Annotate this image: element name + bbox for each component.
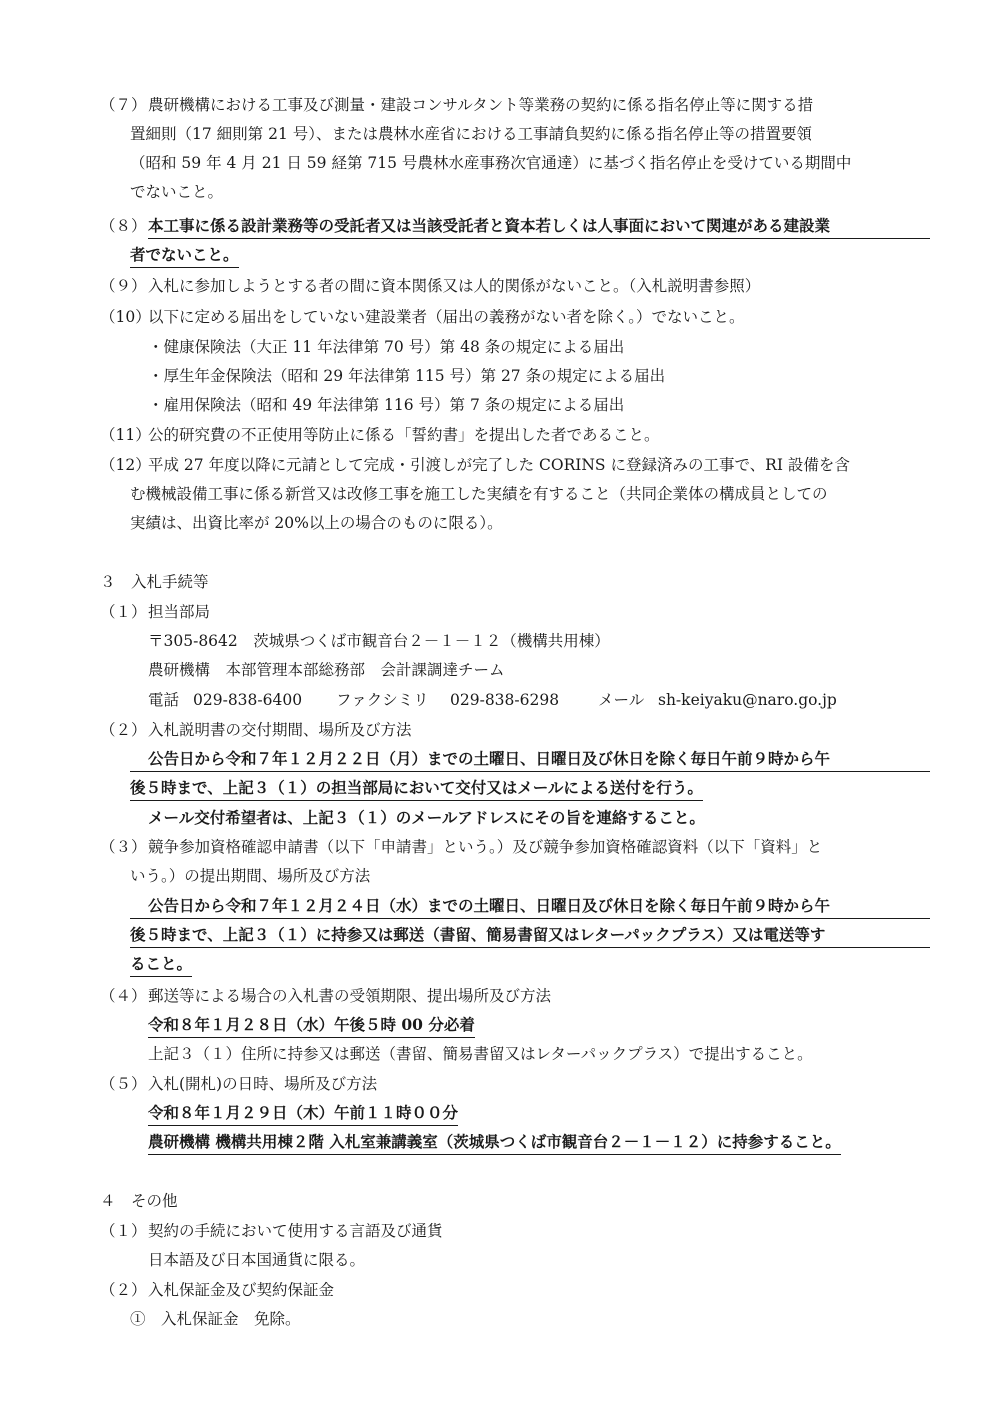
item-text: （昭和 59 年 4 月 21 日 59 経第 715 号農林水産事務次官通達）に基づく指名停止を受けている期間中: [130, 154, 852, 172]
item-text-emphasis: 後５時まで、上記３（１）に持参又は郵送（書留、簡易書留又はレターパックプラス）又は電送等す: [130, 925, 826, 944]
item-text-emphasis: 令和８年１月２８日（水）午後５時 00 分必着: [148, 1014, 475, 1038]
section-heading: ４ その他: [100, 1192, 178, 1210]
item-text-emphasis: 公告日から令和７年１２月２４日（水）までの土曜日、日曜日及び休日を除く毎日午前９時から午: [148, 896, 831, 915]
item-text: 公的研究費の不正使用等防止に係る「誓約書」を提出した者であること。: [148, 426, 660, 444]
item-title: 契約の手続において使用する言語及び通貨: [148, 1222, 443, 1240]
item-title: 入札保証金及び契約保証金: [148, 1281, 335, 1299]
underline: [130, 918, 930, 919]
item-text-emphasis: 令和８年１月２９日（木）午前１１時００分: [148, 1102, 458, 1126]
item-number: （８）: [100, 217, 147, 235]
item-number: （５）: [100, 1075, 147, 1093]
item-number: （12）: [100, 456, 151, 474]
tel-label: 電話: [148, 691, 180, 709]
item-text-emphasis: 農研機構 機構共用棟２階 入札室兼講義室（茨城県つくば市観音台２－１－１２）に持参すること。: [148, 1131, 841, 1155]
item-text: 農研機構における工事及び測量・建設コンサルタント等業務の契約に係る指名停止等に関する措: [148, 96, 814, 114]
item-text: む機械設備工事に係る新営又は改修工事を施工した実績を有すること（共同企業体の構成員としての: [130, 485, 828, 503]
tel-number: 029-838-6400: [193, 691, 303, 709]
item-text-emphasis: ること。: [130, 953, 192, 977]
item-text-emphasis: 者でないこと。: [130, 244, 239, 268]
fax-number: 029-838-6298: [450, 691, 560, 709]
item-text: 入札に参加しようとする者の間に資本関係又は人的関係がないこと。（入札説明書参照）: [148, 277, 761, 295]
item-number: （１）: [100, 1222, 147, 1240]
item-text-emphasis: 後５時まで、上記３（１）の担当部局において交付又はメールによる送付を行う。: [130, 777, 703, 801]
sub-item: ① 入札保証金 免除。: [130, 1310, 301, 1328]
item-text: 実績は、出資比率が 20%以上の場合のものに限る）。: [130, 514, 503, 532]
underline: [148, 238, 930, 239]
item-title: 入札(開札)の日時、場所及び方法: [148, 1075, 378, 1093]
item-text: 上記３（１）住所に持参又は郵送（書留、簡易書留又はレターパックプラス）で提出すること。: [148, 1045, 813, 1063]
address: 〒305-8642 茨城県つくば市観音台２－１－１２（機構共用棟）: [148, 632, 610, 650]
item-number: （７）: [100, 96, 147, 114]
underline: [130, 771, 930, 772]
fax-label: ファクシミリ: [336, 691, 429, 709]
item-text-emphasis: 公告日から令和７年１２月２２日（月）までの土曜日、日曜日及び休日を除く毎日午前９時から午: [148, 749, 831, 768]
item-number: （２）: [100, 1281, 147, 1299]
item-text: 平成 27 年度以降に元請として完成・引渡しが完了した CORINS に登録済みの工事で、RI 設備を含: [148, 456, 850, 474]
item-text: 置細則（17 細則第 21 号）、または農林水産省における工事請負契約に係る指名停止等の措置要領: [130, 125, 812, 143]
item-number: （２）: [100, 721, 147, 739]
item-text: 以下に定める届出をしていない建設業者（届出の義務がない者を除く。）でないこと。: [148, 308, 745, 326]
item-text-emphasis: メール交付希望者は、上記３（１）のメールアドレスにその旨を連絡すること。: [148, 808, 705, 827]
item-number: （11）: [100, 426, 151, 444]
department: 農研機構 本部管理本部総務部 会計課調達チーム: [148, 661, 505, 679]
item-title: 郵送等による場合の入札書の受領期限、提出場所及び方法: [148, 987, 552, 1005]
item-title: 担当部局: [148, 603, 211, 621]
item-text: 日本語及び日本国通貨に限る。: [148, 1251, 366, 1269]
item-number: （９）: [100, 277, 147, 295]
item-number: （３）: [100, 838, 147, 856]
underline: [130, 947, 930, 948]
item-title: いう。）の提出期間、場所及び方法: [130, 867, 371, 885]
item-title: 入札説明書の交付期間、場所及び方法: [148, 721, 412, 739]
item-number: （１）: [100, 603, 147, 621]
item-title: 競争参加資格確認申請書（以下「申請書」という。）及び競争参加資格確認資料（以下「資料」と: [148, 838, 823, 856]
item-number: （10）: [100, 308, 151, 326]
section-heading: ３ 入札手続等: [100, 573, 209, 591]
item-text-emphasis: 本工事に係る設計業務等の受託者又は当該受託者と資本若しくは人事面において関連がある建設業: [148, 216, 831, 235]
mail-label: メール: [598, 691, 645, 709]
mail-address: sh-keiyaku@naro.go.jp: [658, 691, 837, 709]
bullet-item: ・厚生年金保険法（昭和 29 年法律第 115 号）第 27 条の規定による届出: [148, 367, 666, 385]
bullet-item: ・健康保険法（大正 11 年法律第 70 号）第 48 条の規定による届出: [148, 338, 625, 356]
item-text: でないこと。: [130, 183, 224, 201]
item-number: （４）: [100, 987, 147, 1005]
bullet-item: ・雇用保険法（昭和 49 年法律第 116 号）第 7 条の規定による届出: [148, 396, 625, 414]
